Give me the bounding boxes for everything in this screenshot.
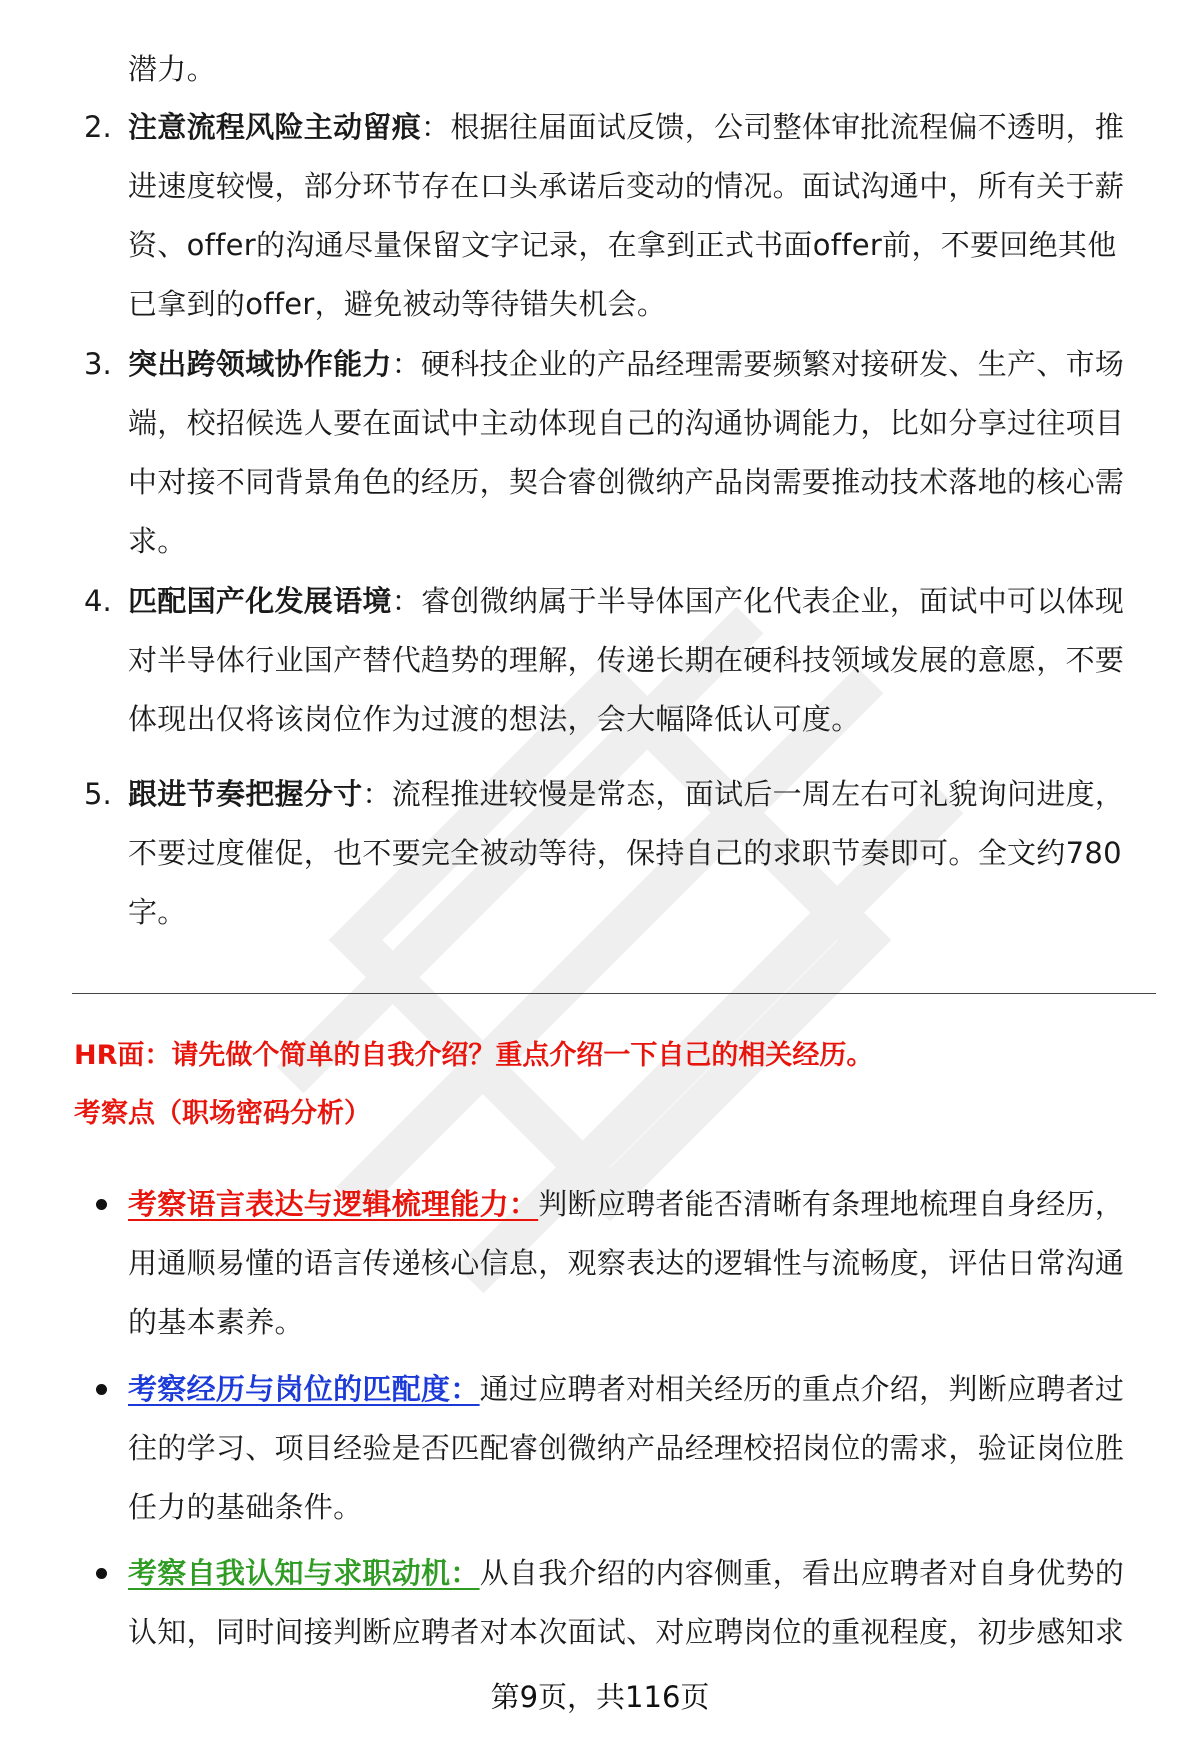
- list-item-text: 睿创微纳属于半导体国产化代表企业，面试中可以体现对半导体行业国产替代趋势的理解，传递长期在硬科技领域发展的意愿，不要体现出仅将该岗位作为过渡的想法，会大幅降低认可度。: [128, 584, 1125, 736]
- section-title: 考察点（职场密码分析）: [74, 1098, 371, 1129]
- list-item: [128, 1175, 1128, 1352]
- interview-question: HR面：请先做个简单的自我介绍？重点介绍一下自己的相关经历。: [74, 1040, 874, 1071]
- list-item: [128, 98, 1128, 334]
- list-item-colon: ：: [421, 110, 451, 144]
- list-item-title: 匹配国产化发展语境: [128, 584, 392, 618]
- list-number: 3.: [84, 347, 112, 381]
- point-text: 从自我介绍的内容侧重，看出应聘者对自身优势的认知，同时间接判断应聘者对本次面试、对应聘岗位的重视程度，初步感知求: [128, 1556, 1125, 1649]
- intro-tail-text: 潜力。: [128, 52, 216, 86]
- list-item: [128, 572, 1128, 749]
- list-item-text: 根据往届面试反馈，公司整体审批流程偏不透明，推进速度较慢，部分环节存在口头承诺后变动的情况。面试沟通中，所有关于薪资、offer的沟通尽量保留文字记录，在拿到正式书面offer前，不要回绝其他已拿到的offer，避免被动等待错失机会。: [128, 110, 1125, 321]
- section-divider: [72, 993, 1156, 994]
- list-item-text: 流程推进较慢是常态，面试后一周左右可礼貌询问进度，不要过度催促，也不要完全被动等待，保持自己的求职节奏即可。全文约780字。: [128, 777, 1125, 929]
- point-title: 考察经历与岗位的匹配度：: [128, 1372, 480, 1406]
- list-item-title: 注意流程风险主动留痕: [128, 110, 422, 144]
- list-item: [128, 1544, 1128, 1662]
- list-item-title: 跟进节奏把握分寸: [128, 777, 363, 811]
- list-item: [128, 335, 1128, 571]
- page-footer: 第9页，共116页: [490, 1680, 710, 1714]
- list-item-colon: ：: [391, 347, 422, 381]
- list-item-colon: ：: [391, 584, 422, 618]
- bullet-icon: [96, 1384, 107, 1395]
- list-item-colon: ：: [362, 777, 392, 811]
- list-number: 5.: [84, 777, 112, 811]
- bullet-icon: [96, 1199, 107, 1210]
- bullet-icon: [96, 1568, 107, 1579]
- point-title: 考察自我认知与求职动机：: [128, 1556, 480, 1590]
- point-title: 考察语言表达与逻辑梳理能力：: [128, 1187, 539, 1221]
- list-item-title: 突出跨领域协作能力: [128, 347, 392, 381]
- list-item: [128, 1360, 1128, 1537]
- point-text: 通过应聘者对相关经历的重点介绍，判断应聘者过往的学习、项目经验是否匹配睿创微纳产品经理校招岗位的需求，验证岗位胜任力的基础条件。: [128, 1372, 1125, 1524]
- list-item: [128, 765, 1128, 942]
- point-text: 判断应聘者能否清晰有条理地梳理自身经历，用通顺易懂的语言传递核心信息，观察表达的逻辑性与流畅度，评估日常沟通的基本素养。: [128, 1187, 1125, 1339]
- list-number: 2.: [84, 110, 112, 144]
- list-number: 4.: [84, 584, 112, 618]
- list-item-text: 硬科技企业的产品经理需要频繁对接研发、生产、市场端，校招候选人要在面试中主动体现自己的沟通协调能力，比如分享过往项目中对接不同背景角色的经历，契合睿创微纳产品岗需要推动技术落地的核心需求。: [128, 347, 1125, 558]
